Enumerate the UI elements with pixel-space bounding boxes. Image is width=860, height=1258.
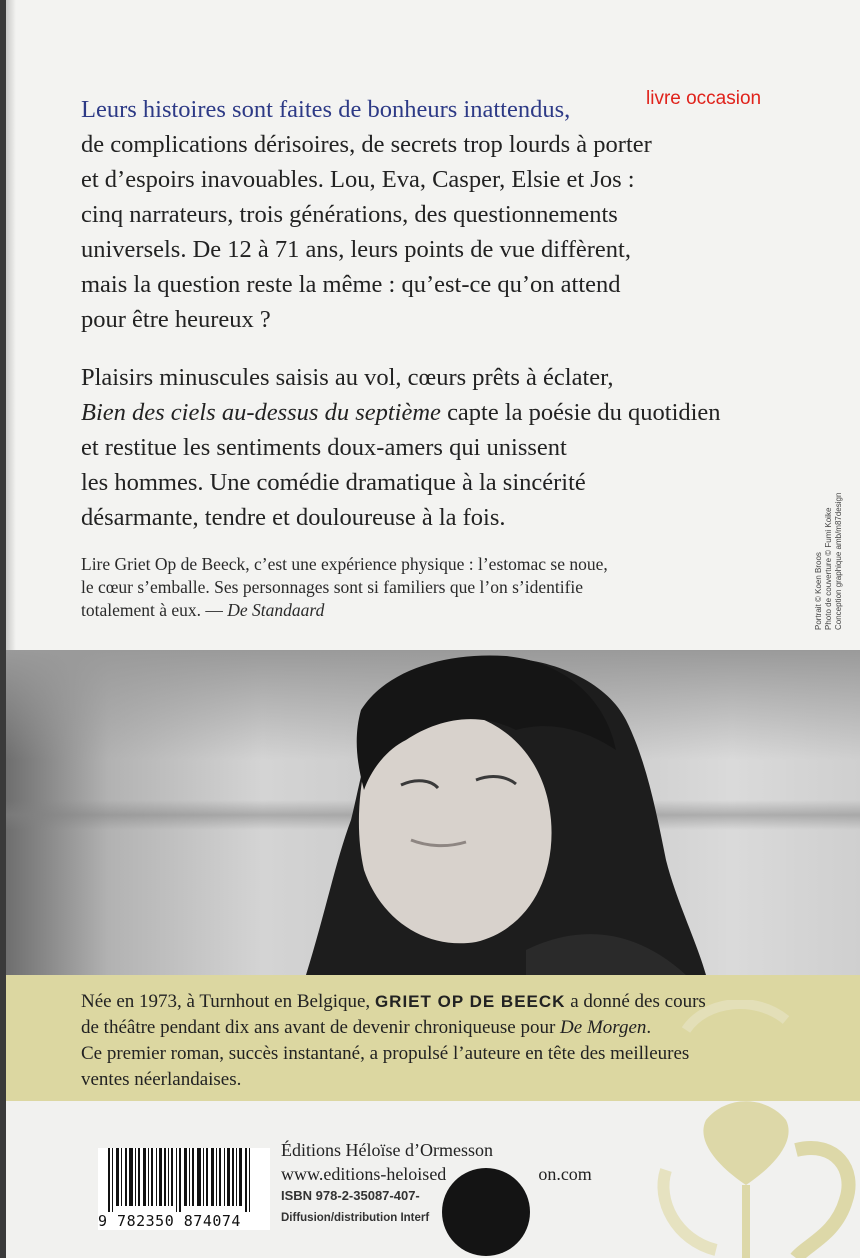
blurb-line: désarmante, tendre et douloureuse à la fois. [81, 504, 506, 531]
bio-text: Née en 1973, à Turnhout en Belgique, [81, 991, 375, 1012]
website-end: on.com [538, 1164, 592, 1184]
blurb-line: universels. De 12 à 71 ans, leurs points de vue diffèrent, [81, 236, 631, 263]
credit-line: Conception graphique amb/m87design [834, 492, 843, 630]
book-title: Bien des ciels au-dessus du septième [81, 399, 441, 426]
bio-text: Ce premier roman, succès instantané, a propulsé l’auteure en tête des meilleures [81, 1043, 690, 1064]
watermark-label: livre occasion [646, 88, 762, 109]
barcode-number: 9 782350 874074 [98, 1212, 241, 1230]
blurb-line: les hommes. Une comédie dramatique à la sincérité [81, 469, 586, 496]
blurb-line: Plaisirs minuscules saisis au vol, cœurs prêts à éclater, [81, 364, 614, 391]
publisher-website [281, 1164, 592, 1184]
portrait-figure [6, 650, 860, 975]
blurb-line: pour être heureux ? [81, 306, 271, 333]
author-portrait [6, 650, 860, 975]
blurb-line: cinq narrateurs, trois générations, des questionnements [81, 201, 618, 228]
blurb-paragraph-2 [81, 360, 781, 535]
blurb-line: et restitue les sentiments doux-amers qui unissent [81, 434, 567, 461]
quote-line: totalement à eux. — [81, 600, 228, 620]
credit-line: Portrait © Koen Broos [814, 552, 823, 630]
press-quote [81, 553, 771, 622]
publisher-info [281, 1138, 592, 1186]
price-sticker [442, 1168, 530, 1256]
bio-text: de théâtre pendant dix ans avant de devenir chroniqueuse pour [81, 1017, 561, 1038]
blurb-line: de complications dérisoires, de secrets trop lourds à porter [81, 131, 652, 158]
publisher-name: Éditions Héloïse d’Ormesson [281, 1140, 493, 1160]
quote-source: De Standaard [227, 600, 325, 620]
blurb-paragraph-1 [81, 92, 761, 337]
website-start: www.editions-heloised [281, 1164, 447, 1184]
blurb-line: capte la poésie du quotidien [440, 399, 721, 426]
bio-text: . [646, 1017, 652, 1038]
credit-line: Photo de couverture © Fumi Koike [824, 507, 833, 630]
blurb-line: et d’espoirs inavouables. Lou, Eva, Casper, Elsie et Jos : [81, 166, 635, 193]
back-cover [6, 0, 860, 1258]
publisher-logo-icon [646, 1000, 860, 1258]
newspaper-name: De Morgen [560, 1017, 647, 1038]
photo-credits [814, 493, 844, 630]
isbn: ISBN 978-2-35087-407- [281, 1188, 420, 1203]
bio-text: ventes néerlandaises. [81, 1069, 242, 1090]
blurb-line: Leurs histoires sont faites de bonheurs inattendus, [81, 96, 571, 123]
distribution: Diffusion/distribution Interf [281, 1212, 430, 1224]
bio-text: a donné des cours [565, 991, 706, 1012]
quote-line: le cœur s’emballe. Ses personnages sont si familiers que l’on s’identifie [81, 577, 584, 597]
author-name: GRIET OP DE BEECK [374, 992, 566, 1011]
quote-line: Lire Griet Op de Beeck, c’est une expérience physique : l’estomac se noue, [81, 554, 608, 574]
barcode-bars-icon [98, 1148, 270, 1212]
blurb-line: mais la question reste la même : qu’est-ce qu’on attend [81, 271, 621, 298]
